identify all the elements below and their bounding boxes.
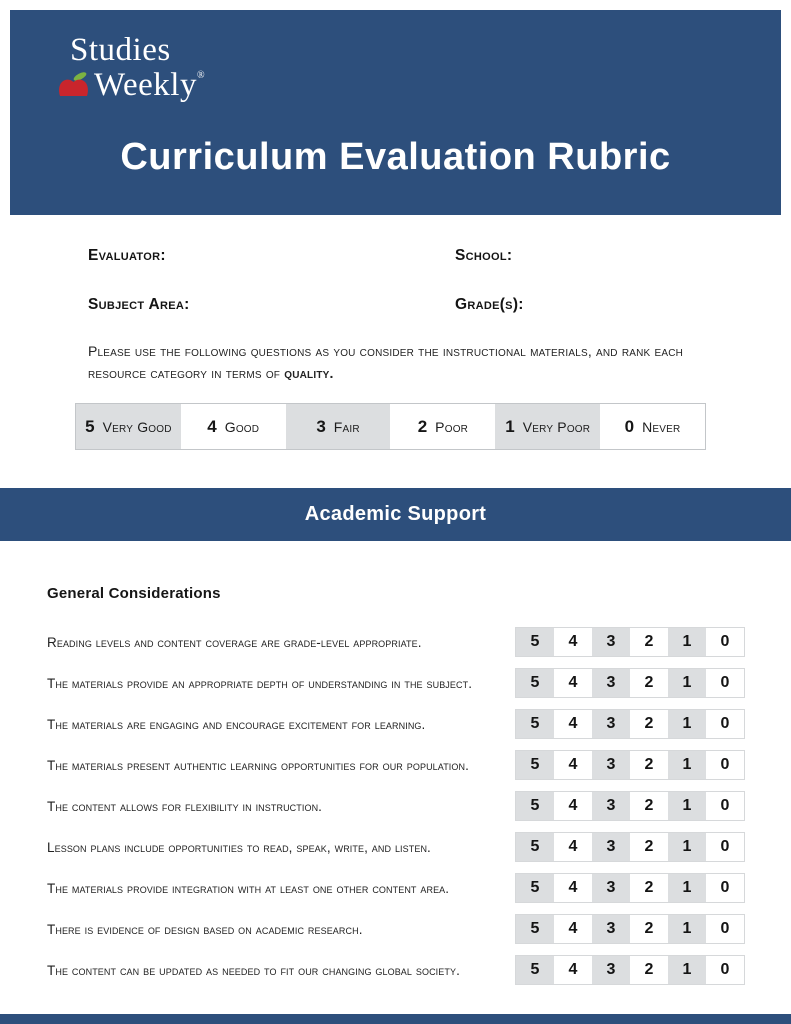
section-title: Academic Support (304, 503, 487, 525)
rating-cell-2[interactable]: 2 (644, 797, 654, 814)
rating-cell-0[interactable]: 0 (720, 838, 730, 855)
question-row (47, 791, 745, 821)
school-input[interactable] (518, 244, 638, 260)
rating-cell-5[interactable]: 5 (516, 669, 554, 697)
rating-cell-5[interactable]: 5 (516, 833, 554, 861)
rating-cell-1[interactable]: 1 (668, 956, 706, 984)
rating-cell-1[interactable]: 1 (668, 874, 706, 902)
question-row (47, 914, 745, 944)
rating-cell-3[interactable]: 3 (592, 833, 630, 861)
rating-cell-0[interactable]: 0 (720, 879, 730, 896)
rating-strip (515, 873, 745, 903)
rating-cell-1[interactable]: 1 (668, 833, 706, 861)
rating-cell-3[interactable]: 3 (592, 874, 630, 902)
question-text: The content allows for flexibility in instruction. (47, 798, 323, 814)
section-banner-academic-support (0, 488, 791, 541)
question-text: Lesson plans include opportunities to read, speak, write, and listen. (47, 839, 431, 855)
rating-cell-5[interactable]: 5 (516, 792, 554, 820)
rating-strip (515, 955, 745, 985)
rating-cell-4[interactable]: 4 (568, 674, 578, 691)
question-row (47, 750, 745, 780)
rating-cell-5[interactable]: 5 (516, 710, 554, 738)
subject-area-field (88, 293, 455, 314)
rating-cell-1[interactable]: 1 (668, 792, 706, 820)
instructions-emphasis: quality. (284, 365, 334, 382)
rating-strip (515, 791, 745, 821)
legend-cell-4 (181, 404, 286, 449)
rating-scale-legend (75, 403, 706, 450)
rating-cell-2[interactable]: 2 (644, 838, 654, 855)
question-text: The materials provide integration with at least one other content area. (47, 880, 450, 896)
legend-cell-5 (76, 404, 181, 449)
rating-cell-0[interactable]: 0 (720, 715, 730, 732)
question-text: The materials present authentic learning opportunities for our population. (47, 757, 469, 773)
evaluator-input[interactable] (172, 244, 292, 260)
page-title: Curriculum Evaluation Rubric (120, 136, 671, 178)
legend-label-4: Good (224, 418, 260, 435)
grades-field (455, 293, 731, 314)
legend-cell-3 (286, 404, 391, 449)
legend-num-1: 1 (505, 416, 515, 436)
rating-cell-4[interactable]: 4 (568, 920, 578, 937)
legend-cell-0 (600, 404, 705, 449)
rating-cell-2[interactable]: 2 (644, 756, 654, 773)
rating-cell-3[interactable]: 3 (592, 915, 630, 943)
subject-area-input[interactable] (196, 293, 316, 309)
legend-label-2: Poor (435, 418, 469, 435)
question-row (47, 709, 745, 739)
question-text: The materials are engaging and encourage excitement for learning. (47, 716, 426, 732)
rating-cell-4[interactable]: 4 (568, 756, 578, 773)
legend-cell-1 (495, 404, 600, 449)
question-row (47, 955, 745, 985)
next-section-banner-peek (0, 1014, 791, 1024)
legend-num-0: 0 (624, 416, 635, 436)
logo-line2: Weekly® (94, 66, 206, 103)
grades-input[interactable] (530, 293, 650, 309)
rating-strip (515, 668, 745, 698)
instructions-text: Please use the following questions as you consider the instructional materials, and rank each resource category in terms of quality. (88, 343, 684, 382)
rating-cell-1[interactable]: 1 (668, 710, 706, 738)
school-field (455, 244, 731, 265)
question-row (47, 873, 745, 903)
legend-label-3: Fair (333, 418, 360, 435)
question-row (47, 668, 745, 698)
rating-cell-0[interactable]: 0 (720, 674, 730, 691)
evaluator-label: Evaluator: (88, 247, 166, 264)
rating-cell-5[interactable]: 5 (516, 956, 554, 984)
legend-num-4: 4 (207, 416, 217, 436)
rating-cell-1[interactable]: 1 (668, 669, 706, 697)
rating-cell-2[interactable]: 2 (644, 961, 654, 978)
legend-num-2: 2 (417, 416, 428, 436)
rating-cell-2[interactable]: 2 (644, 879, 654, 896)
rating-cell-2[interactable]: 2 (644, 920, 654, 937)
rating-strip (515, 832, 745, 862)
rating-cell-0[interactable]: 0 (720, 756, 730, 773)
legend-label-0: Never (642, 418, 681, 435)
rating-cell-4[interactable]: 4 (568, 879, 578, 896)
rating-cell-3[interactable]: 3 (592, 628, 630, 656)
rating-cell-4[interactable]: 4 (568, 797, 578, 814)
rating-cell-5[interactable]: 5 (516, 751, 554, 779)
legend-num-3: 3 (316, 416, 326, 436)
legend-num-5: 5 (85, 416, 95, 436)
question-text: The materials provide an appropriate depth of understanding in the subject. (47, 675, 473, 691)
rating-cell-0[interactable]: 0 (720, 961, 730, 978)
legend-cell-2 (390, 404, 495, 449)
rating-cell-0[interactable]: 0 (720, 633, 730, 650)
logo-line1: Studies (70, 32, 171, 68)
question-text: Reading levels and content coverage are grade-level appropriate. (47, 634, 422, 650)
rating-cell-5[interactable]: 5 (516, 874, 554, 902)
rating-cell-4[interactable]: 4 (568, 838, 578, 855)
rating-cell-3[interactable]: 3 (592, 710, 630, 738)
rating-cell-5[interactable]: 5 (516, 915, 554, 943)
rating-strip (515, 627, 745, 657)
rating-strip (515, 750, 745, 780)
rating-cell-0[interactable]: 0 (720, 920, 730, 937)
rating-cell-1[interactable]: 1 (668, 915, 706, 943)
rating-strip (515, 709, 745, 739)
studies-weekly-logo (56, 34, 205, 102)
questions-list (47, 627, 745, 996)
question-text: The content can be updated as needed to fit our changing global society. (47, 962, 460, 978)
rating-cell-4[interactable]: 4 (568, 961, 578, 978)
subsection-title: General Considerations (47, 585, 221, 602)
rating-cell-2[interactable]: 2 (644, 715, 654, 732)
school-label: School: (455, 247, 513, 264)
rating-cell-1[interactable]: 1 (668, 751, 706, 779)
rating-cell-2[interactable]: 2 (644, 633, 654, 650)
registered-mark: ® (196, 69, 206, 81)
legend-label-5: Very Good (102, 418, 172, 435)
rating-cell-4[interactable]: 4 (568, 633, 578, 650)
apple-logo-icon (56, 70, 92, 105)
grades-label: Grade(s): (455, 296, 524, 313)
rating-cell-4[interactable]: 4 (568, 715, 578, 732)
subject-area-label: Subject Area: (88, 296, 190, 313)
rating-cell-3[interactable]: 3 (592, 792, 630, 820)
rating-cell-3[interactable]: 3 (592, 669, 630, 697)
meta-fields (88, 244, 731, 314)
page-header-banner (10, 10, 781, 215)
rating-cell-0[interactable]: 0 (720, 797, 730, 814)
rating-cell-1[interactable]: 1 (668, 628, 706, 656)
legend-label-1: Very Poor (522, 418, 591, 435)
rating-strip (515, 914, 745, 944)
rating-cell-3[interactable]: 3 (592, 751, 630, 779)
question-row (47, 627, 745, 657)
evaluator-field (88, 244, 455, 265)
question-row (47, 832, 745, 862)
rating-cell-2[interactable]: 2 (644, 674, 654, 691)
rating-cell-3[interactable]: 3 (592, 956, 630, 984)
question-text: There is evidence of design based on academic research. (47, 921, 363, 937)
rating-cell-5[interactable]: 5 (516, 628, 554, 656)
